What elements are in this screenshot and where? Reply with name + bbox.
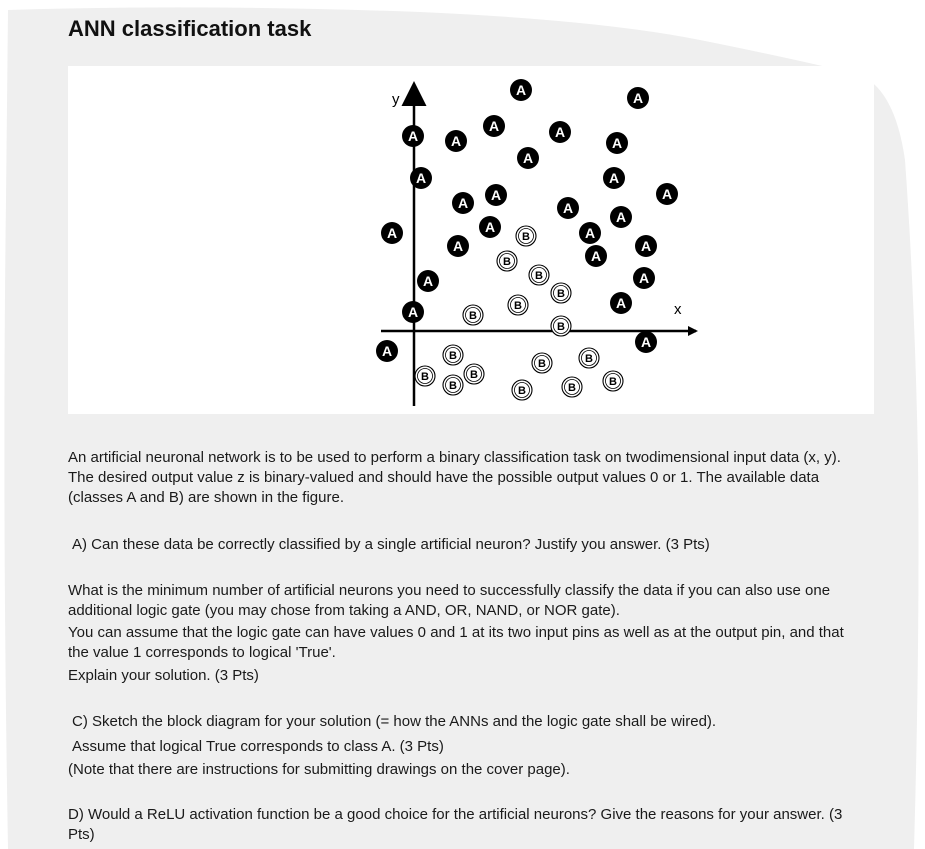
question-b-text-3: Explain your solution. (3 Pts): [68, 667, 259, 684]
svg-text:B: B: [522, 231, 530, 243]
class-a-point: [485, 184, 507, 206]
svg-text:B: B: [421, 371, 429, 383]
question-c-text-2: Assume that logical True corresponds to class A. (3 Pts): [72, 738, 444, 755]
class-a-point: [483, 115, 505, 137]
question-c-text-3: (Note that there are instructions for submitting drawings on the cover page).: [68, 761, 570, 778]
svg-text:A: A: [490, 187, 502, 203]
svg-text:B: B: [469, 310, 477, 322]
class-a-point: [633, 267, 655, 289]
svg-text:B: B: [518, 385, 526, 397]
question-c-text-1: C) Sketch the block diagram for your solution (= how the ANNs and the logic gate shall be wired).: [72, 713, 717, 730]
svg-text:A: A: [381, 343, 393, 359]
class-a-point: [656, 183, 678, 205]
class-a-point: [452, 192, 474, 214]
svg-text:A: A: [608, 170, 620, 186]
class-a-point: [557, 197, 579, 219]
svg-text:A: A: [452, 238, 464, 254]
svg-text:A: A: [584, 225, 596, 241]
svg-text:A: A: [407, 128, 419, 144]
class-b-point: [512, 380, 532, 400]
class-a-point: [410, 167, 432, 189]
class-a-point: [610, 206, 632, 228]
svg-text:A: A: [640, 334, 652, 350]
svg-text:B: B: [557, 288, 565, 300]
svg-text:A: A: [407, 304, 419, 320]
class-a-point: [510, 79, 532, 101]
class-b-point: [562, 377, 582, 397]
class-a-point: [610, 292, 632, 314]
class-a-point: [627, 87, 649, 109]
class-b-point: [443, 345, 463, 365]
svg-text:A: A: [554, 124, 566, 140]
question-b-text-2: You can assume that the logic gate can have values 0 and 1 at its two input pins as well as at the output pin, and that the value 1 corresponds to logical 'True'.: [68, 624, 844, 661]
svg-text:B: B: [503, 256, 511, 268]
page-title: ANN classification task: [68, 16, 312, 41]
svg-text:B: B: [538, 358, 546, 370]
question-b-text-1: What is the minimum number of artificial neurons you need to successfully classify the data if you can also use one additional logic gate (you may chose from taking a AND, OR, NAND, or NOR gate).: [68, 582, 831, 619]
intro-paragraph: An artificial neuronal network is to be used to perform a binary classification task on twodimensional input data (x, y). The desired output value z is binary-valued and should have the possible output values 0 or 1. The available data (classes A and B) are shown in the figure.: [68, 449, 841, 506]
svg-text:A: A: [590, 248, 602, 264]
class-b-point: [463, 305, 483, 325]
svg-text:B: B: [609, 376, 617, 388]
class-a-point: [402, 301, 424, 323]
class-a-point: [603, 167, 625, 189]
svg-text:A: A: [661, 186, 673, 202]
svg-text:A: A: [422, 273, 434, 289]
data-points: [376, 79, 678, 400]
svg-text:B: B: [514, 300, 522, 312]
class-b-point: [516, 226, 536, 246]
class-b-point: [532, 353, 552, 373]
svg-text:A: A: [515, 82, 527, 98]
svg-text:A: A: [488, 118, 500, 134]
class-b-point: [464, 364, 484, 384]
class-a-point: [635, 331, 657, 353]
y-axis-label: y: [392, 91, 400, 108]
x-axis-arrowhead: [688, 326, 698, 336]
svg-text:A: A: [632, 90, 644, 106]
class-b-point: [508, 295, 528, 315]
class-a-point: [549, 121, 571, 143]
scatter-plot: [296, 68, 682, 413]
class-b-point: [603, 371, 623, 391]
class-a-point: [606, 132, 628, 154]
svg-text:A: A: [562, 200, 574, 216]
class-a-point: [402, 125, 424, 147]
class-b-point: [415, 366, 435, 386]
svg-text:A: A: [615, 295, 627, 311]
x-axis-label: x: [674, 301, 682, 318]
class-a-point: [479, 216, 501, 238]
figure-panel: [68, 66, 874, 414]
class-a-point: [376, 340, 398, 362]
class-b-point: [579, 348, 599, 368]
class-b-point: [551, 283, 571, 303]
class-a-point: [517, 147, 539, 169]
svg-text:B: B: [557, 321, 565, 333]
svg-text:B: B: [449, 350, 457, 362]
svg-text:B: B: [449, 380, 457, 392]
svg-text:B: B: [568, 382, 576, 394]
class-a-point: [381, 222, 403, 244]
svg-text:A: A: [638, 270, 650, 286]
svg-text:B: B: [585, 353, 593, 365]
svg-text:A: A: [615, 209, 627, 225]
class-b-point: [529, 265, 549, 285]
svg-text:A: A: [386, 225, 398, 241]
svg-text:A: A: [484, 219, 496, 235]
svg-text:A: A: [415, 170, 427, 186]
svg-text:B: B: [470, 369, 478, 381]
class-b-point: [551, 316, 571, 336]
class-b-point: [443, 375, 463, 395]
class-a-point: [447, 235, 469, 257]
svg-text:A: A: [611, 135, 623, 151]
svg-text:A: A: [522, 150, 534, 166]
class-a-point: [417, 270, 439, 292]
class-a-point: [579, 222, 601, 244]
class-a-point: [585, 245, 607, 267]
class-b-point: [497, 251, 517, 271]
question-d: D) Would a ReLU activation function be a good choice for the artificial neurons? Give the reasons for your answer. (3 Pts): [68, 806, 843, 843]
svg-text:B: B: [535, 270, 543, 282]
svg-text:A: A: [640, 238, 652, 254]
class-a-point: [445, 130, 467, 152]
svg-text:A: A: [457, 195, 469, 211]
svg-text:A: A: [450, 133, 462, 149]
question-a: A) Can these data be correctly classified by a single artificial neuron? Justify you answer. (3 Pts): [72, 536, 710, 553]
class-a-point: [635, 235, 657, 257]
